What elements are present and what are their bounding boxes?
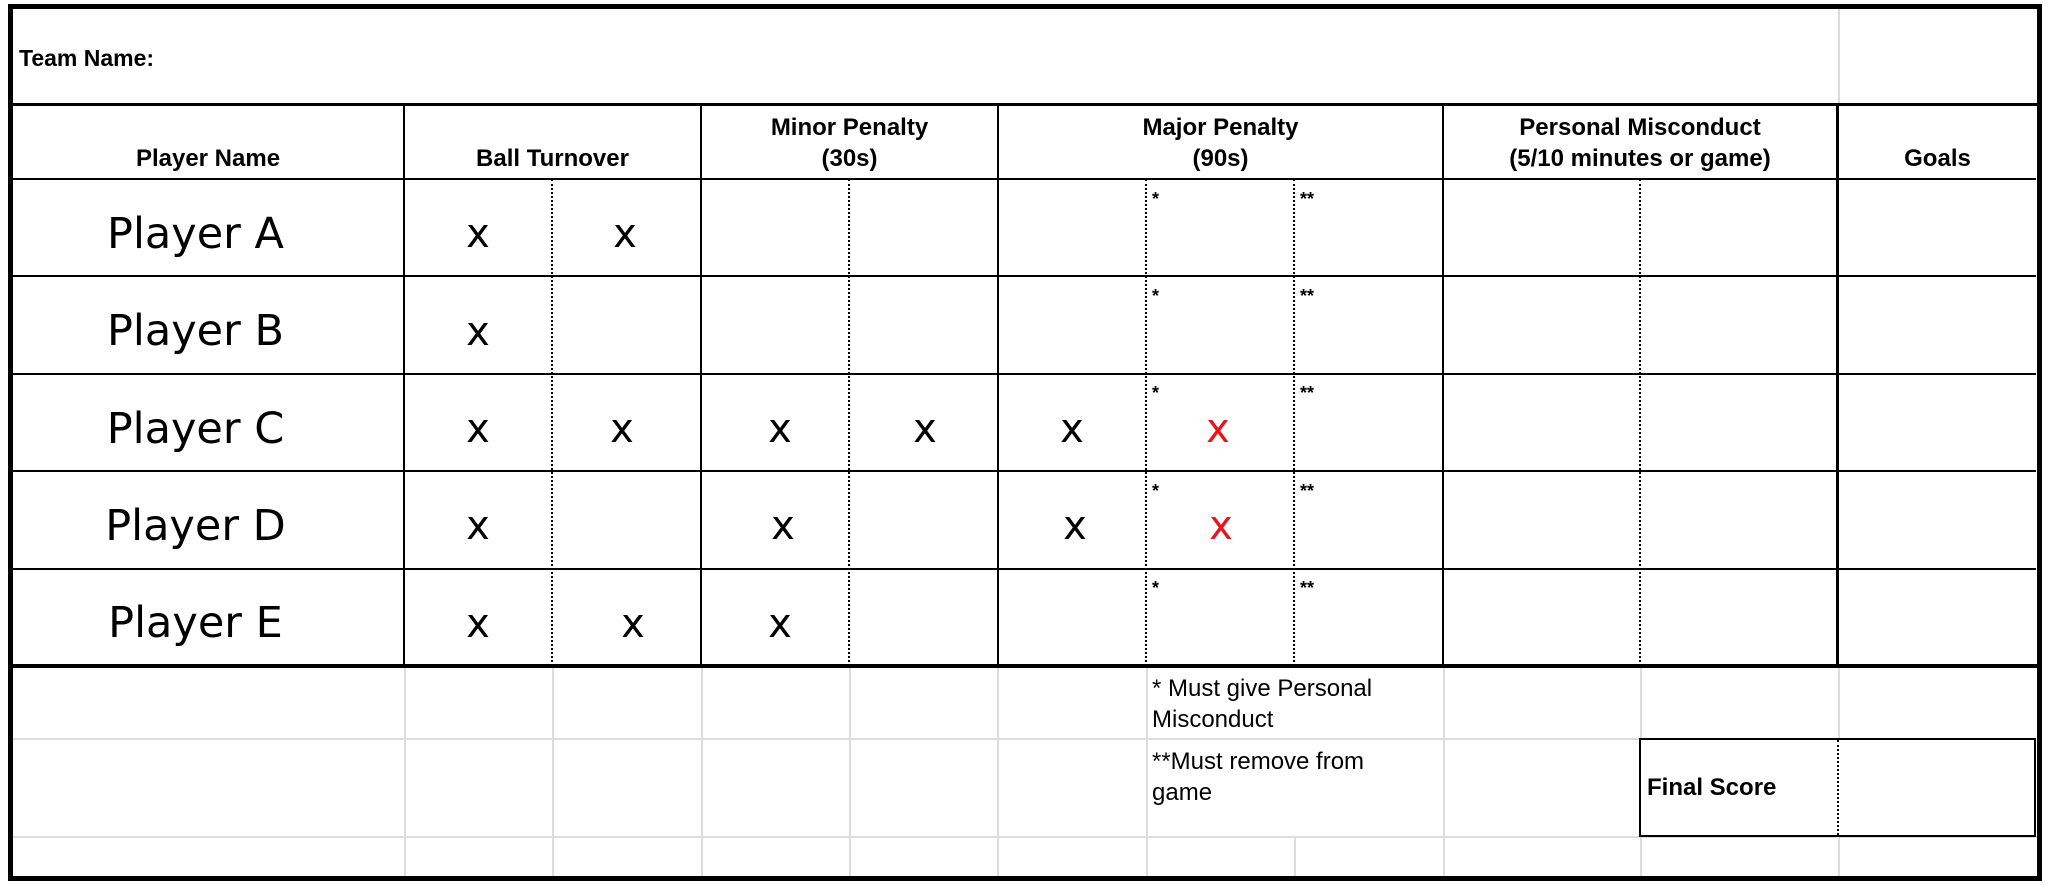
ball-turnover-mark: x [466, 309, 490, 355]
note2-line2: game [1152, 779, 1213, 806]
header-top-line [8, 103, 2042, 106]
border-top [8, 4, 2042, 9]
single-star-marker: * [1152, 578, 1160, 598]
sub-col-line [551, 179, 553, 666]
double-star-marker: ** [1300, 578, 1315, 598]
border-bottom [8, 876, 2042, 881]
gridline [1640, 836, 1642, 877]
player-name: Player C [106, 404, 285, 454]
gridline [701, 667, 703, 877]
minor-penalty-mark: x [913, 406, 937, 452]
player-name: Player E [108, 598, 283, 648]
border-right [2037, 4, 2042, 881]
ball-turnover-mark: x [621, 601, 645, 647]
header-major-penalty-line1: Major Penalty [1142, 114, 1299, 141]
row-line [8, 568, 2036, 570]
sub-col-line [1293, 179, 1295, 666]
note2-line1: **Must remove from [1152, 748, 1365, 775]
col-line-goals [1836, 104, 1839, 667]
note1-line1: * Must give Personal [1152, 675, 1373, 702]
single-star-marker: * [1152, 286, 1160, 306]
player-name: Player D [105, 501, 286, 551]
sub-col-line [1639, 179, 1641, 666]
row-line [8, 275, 2036, 277]
player-name: Player A [107, 209, 284, 259]
gridline [1443, 667, 1445, 877]
col-line [997, 104, 999, 667]
sub-col-line [1145, 179, 1147, 666]
header-personal-misconduct [1444, 112, 1836, 174]
major-penalty-mark: x [1060, 406, 1084, 452]
gridline [1838, 667, 1840, 739]
note-must-remove [1152, 746, 1364, 808]
header-personal-misconduct-line1: Personal Misconduct [1519, 114, 1761, 141]
final-score-box-left [1639, 738, 1641, 837]
player-name: Player B [107, 306, 284, 356]
gridline [1838, 836, 1840, 877]
team-name-label: Team Name: [19, 45, 155, 71]
minor-penalty-mark: x [768, 406, 792, 452]
team-name-field[interactable] [180, 14, 1830, 100]
header-player-name: Player Name [135, 145, 281, 172]
final-score-box-right [2034, 738, 2036, 837]
major-penalty-mark-red: x [1209, 503, 1233, 549]
ball-turnover-mark: x [466, 503, 490, 549]
gridline [1640, 667, 1642, 739]
header-minor-penalty-line1: Minor Penalty [770, 114, 929, 141]
header-personal-misconduct-line2: (5/10 minutes or game) [1509, 145, 1771, 172]
final-score-label: Final Score [1647, 774, 1777, 801]
gridline [8, 738, 1640, 740]
single-star-marker: * [1152, 189, 1160, 209]
sub-col-line [848, 179, 850, 666]
single-star-marker: * [1152, 481, 1160, 501]
gridline [997, 667, 999, 877]
double-star-marker: ** [1300, 481, 1315, 501]
note-must-give-misconduct [1152, 673, 1372, 735]
note1-line2: Misconduct [1152, 706, 1274, 733]
double-star-marker: ** [1300, 189, 1315, 209]
col-line [700, 104, 702, 667]
gridline [1294, 836, 1296, 877]
row-line [8, 373, 2036, 375]
major-penalty-mark: x [1063, 503, 1087, 549]
ball-turnover-mark: x [466, 406, 490, 452]
minor-penalty-mark: x [768, 601, 792, 647]
header-major-penalty-line2: (90s) [1192, 145, 1249, 172]
double-star-marker: ** [1300, 286, 1315, 306]
gridline [849, 667, 851, 877]
gridline [1146, 667, 1148, 877]
table-bottom-line [8, 664, 2042, 668]
header-ball-turnover: Ball Turnover [476, 145, 629, 172]
gridline [1838, 8, 1840, 105]
col-line [1442, 104, 1444, 667]
single-star-marker: * [1152, 383, 1160, 403]
gridline [404, 667, 406, 877]
row-line [8, 470, 2036, 472]
ball-turnover-mark: x [613, 211, 637, 257]
minor-penalty-mark: x [771, 503, 795, 549]
ball-turnover-mark: x [466, 601, 490, 647]
final-score-field[interactable] [1841, 742, 2032, 833]
ball-turnover-mark: x [610, 406, 634, 452]
final-score-divider [1837, 740, 1839, 835]
header-major-penalty [999, 112, 1442, 174]
col-line [403, 104, 405, 667]
ball-turnover-mark: x [466, 211, 490, 257]
final-score-box-bottom [1640, 835, 2036, 837]
gridline [552, 667, 554, 877]
header-goals: Goals [1904, 145, 1971, 172]
header-bottom-line [8, 178, 2036, 180]
double-star-marker: ** [1300, 383, 1315, 403]
header-minor-penalty [702, 112, 997, 174]
major-penalty-mark-red: x [1206, 406, 1230, 452]
header-minor-penalty-line2: (30s) [821, 145, 878, 172]
